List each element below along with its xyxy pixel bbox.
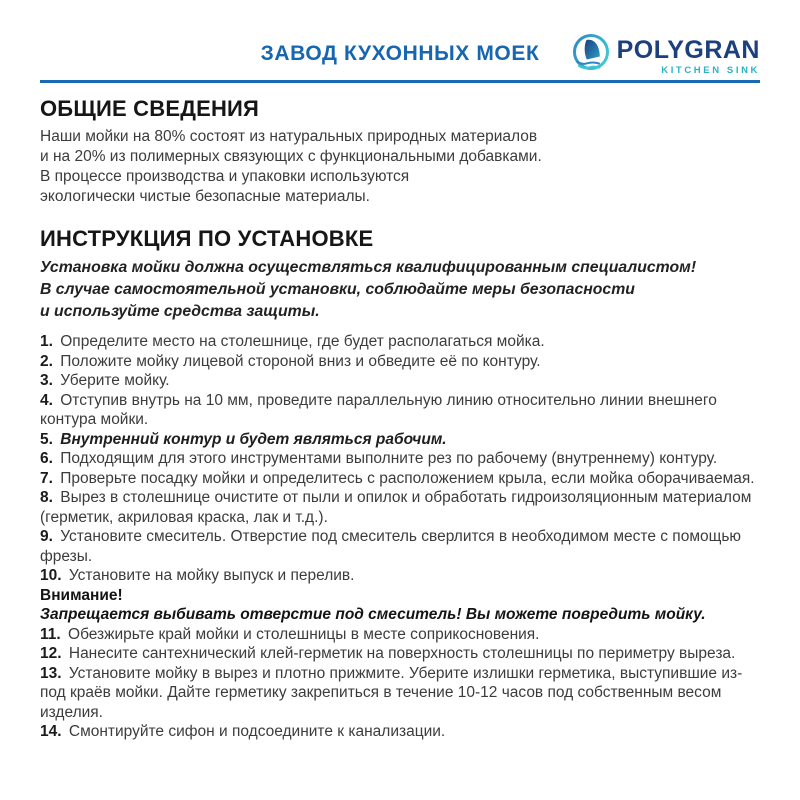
step-number: 7. [40, 469, 53, 487]
step-text: Обезжирьте край мойки и столешницы в месте соприкосновения. [63, 625, 540, 643]
step-number: 4. [40, 391, 53, 409]
step-text: Вырез в столешнице очистите от пыли и опилок и обработать гидроизоляционным материалом (герметик, акриловая краска, лак и т.д.). [40, 489, 752, 526]
brand-text [617, 33, 760, 76]
safety-warning [40, 257, 760, 323]
brand-logo [571, 33, 760, 76]
step-item [40, 664, 760, 723]
step-text: Проверьте посадку мойки и определитесь с расположением крыла, если мойка оборачиваемая. [55, 469, 755, 487]
installation-heading: ИНСТРУКЦИЯ ПО УСТАНОВКЕ [40, 226, 374, 251]
step-item [40, 625, 760, 645]
step-number: 13. [40, 664, 62, 682]
step-item [40, 391, 760, 430]
step-item [40, 332, 760, 352]
step-text: Внутренний контур и будет являться рабочим. [55, 430, 447, 448]
step-number: 1. [40, 333, 53, 350]
step-text: Смонтируйте сифон и подсоедините к канализации. [64, 723, 446, 740]
steps-list [40, 332, 760, 742]
step-item [40, 722, 760, 742]
header [40, 0, 760, 83]
general-text-line: Наши мойки на 80% состоят из натуральных природных материалов [40, 128, 538, 145]
step-number: 9. [40, 528, 53, 545]
step-number: 3. [40, 372, 53, 389]
step-item [40, 430, 760, 450]
general-heading: ОБЩИЕ СВЕДЕНИЯ [40, 96, 260, 121]
step-item [40, 449, 760, 469]
step-item [40, 371, 760, 391]
step-text: Уберите мойку. [55, 372, 170, 389]
step-number: 14. [40, 723, 62, 740]
general-text-line: В процессе производства и упаковки используются [40, 168, 410, 185]
step-text: Подходящим для этого инструментами выполните рез по рабочему (внутреннему) контуру. [55, 450, 718, 467]
page-title: ЗАВОД КУХОННЫХ МОЕК [260, 42, 540, 65]
general-text-line: и на 20% из полимерных связующих с функциональными добавками. [40, 148, 542, 165]
brand-name: POLYGRAN [616, 35, 760, 64]
step-item [40, 488, 760, 527]
general-text [40, 127, 760, 207]
safety-warning-line: В случае самостоятельной установки, соблюдайте меры безопасности [40, 281, 635, 298]
step-number: 8. [40, 489, 53, 506]
step-number: 2. [40, 352, 53, 370]
step-number: 11. [40, 625, 61, 643]
safety-warning-line: Установка мойки должна осуществляться квалифицированным специалистом! [40, 259, 697, 276]
header-divider [40, 80, 760, 83]
step-text: Положите мойку лицевой стороной вниз и обведите её по контуру. [55, 352, 541, 370]
step-number: 5. [40, 430, 53, 448]
step-number: 12. [40, 645, 62, 662]
attention-label: Внимание! [40, 586, 123, 604]
step-text: Установите мойку в вырез и плотно прижмите. Уберите излишки герметика, выступившие из-под краёв мойки. Дайте герметику закрепиться в течение 10-12 часов под собственным весом изделия. [40, 664, 743, 721]
step-item [40, 644, 760, 664]
step-number: 10. [40, 567, 62, 584]
sail-wave-icon [571, 33, 611, 73]
general-text-line: экологически чистые безопасные материалы. [40, 188, 370, 205]
step-text: Нанесите сантехнический клей-герметик на поверхность столешницы по периметру выреза. [64, 645, 736, 662]
step-text: Установите смеситель. Отверстие под смеситель сверлится в необходимом месте с помощью фрезы. [40, 528, 742, 565]
brand-subtitle: KITCHEN SINK [661, 64, 760, 76]
step-number: 6. [40, 450, 53, 467]
attention-text: Запрещается выбивать отверстие под смеситель! Вы можете повредить мойку. [40, 606, 706, 623]
safety-warning-line: и используйте средства защиты. [40, 303, 320, 320]
step-text: Отступив внутрь на 10 мм, проведите параллельную линию относительно линии внешнего контура мойки. [40, 391, 717, 428]
step-item [40, 469, 760, 489]
step-text: Установите на мойку выпуск и перелив. [64, 567, 355, 584]
step-text: Определите место на столешнице, где будет располагаться мойка. [55, 333, 545, 350]
step-item [40, 566, 760, 586]
step-item [40, 352, 760, 372]
step-item [40, 527, 760, 566]
